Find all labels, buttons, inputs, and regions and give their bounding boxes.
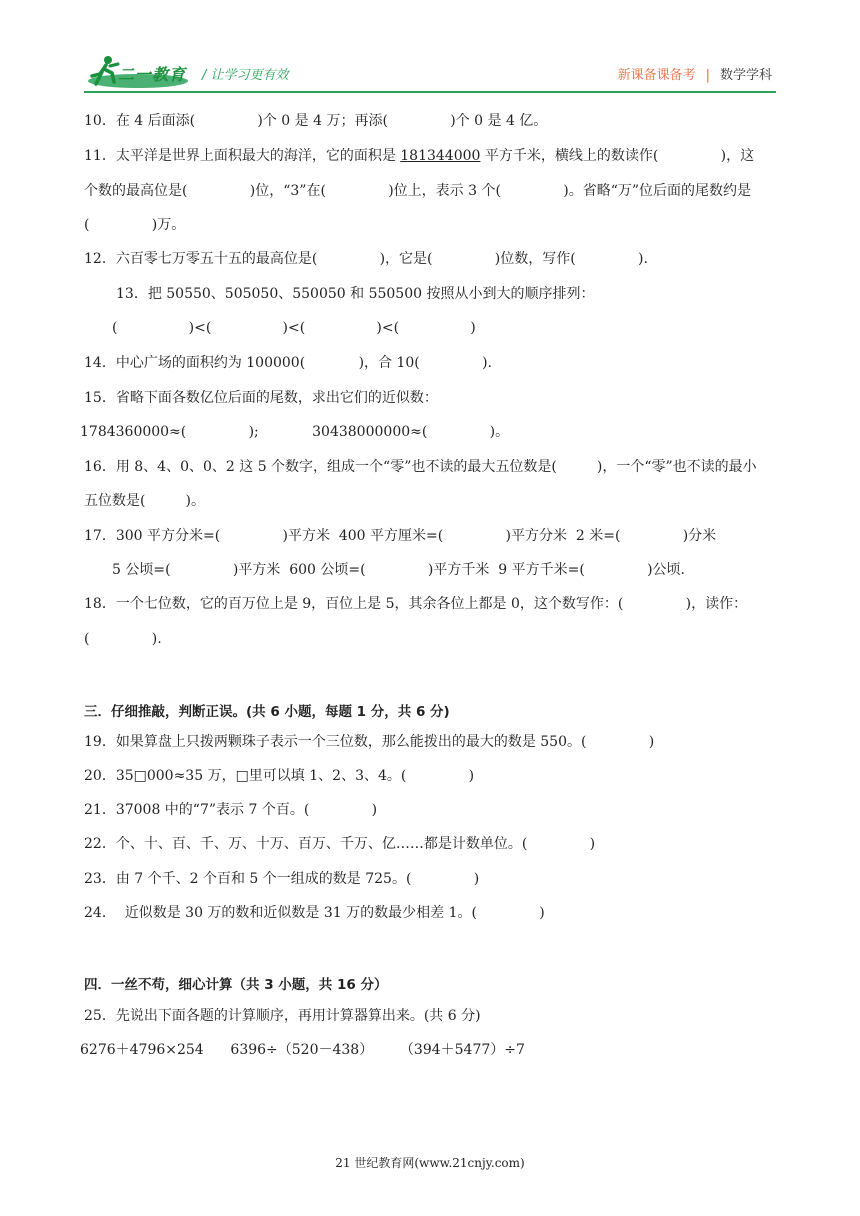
header-subject-label: 数学学科 <box>719 68 772 83</box>
question-22: 22．个、十、百、千、万、十万、百万、千万、亿……都是计数单位。( ) <box>84 836 596 852</box>
header-divider: | <box>705 68 710 83</box>
question-14: 14．中心广场的面积约为 100000( )，合 10( ). <box>84 355 492 371</box>
question-15-line-1: 15．省略下面各数亿位后面的尾数，求出它们的近似数： <box>84 390 438 406</box>
question-13-line-1: 13．把 50550、505050、550050 和 550500 按照从小到大的顺序排列： <box>116 286 595 302</box>
question-17-line-2: 5 公顷=( )平方米 600 公顷=( )平方千米 9 平方千米=( )公顷. <box>112 562 686 578</box>
question-11-line-2: 个数的最高位是( )位，“3”在( )位上，表示 3 个( )。省略“万”位后面的尾数约是 <box>84 183 752 199</box>
question-20: 20．35□000≈35 万，□里可以填 1、2、3、4。( ) <box>84 768 475 784</box>
question-24: 24． 近似数是 30 万的数和近似数是 31 万的数最少相差 1。( ) <box>84 905 545 921</box>
header-rule <box>84 91 776 93</box>
section-3-heading: 三．仔细推敲，判断正误。(共 6 小题，每题 1 分，共 6 分) <box>84 704 450 720</box>
question-11-line-3: ( )万。 <box>84 217 186 233</box>
question-10: 10．在 4 后面添( )个 0 是 4 万；再添( )个 0 是 4 亿。 <box>84 113 548 129</box>
logo-text: 二一教育 <box>118 65 187 84</box>
question-15-line-2: 1784360000≈( ); 30438000000≈( )。 <box>80 424 510 440</box>
page-footer: 21 世纪教育网(www.21cnjy.com) <box>335 1156 525 1170</box>
question-25-expressions: 6276＋4796×254 6396÷（520－438） （394＋5477）÷7 <box>80 1042 525 1058</box>
header-course: 新课备课备考 <box>617 68 696 83</box>
question-23: 23．由 7 个千、2 个百和 5 个一组成的数是 725。( ) <box>84 871 480 887</box>
page-header <box>0 0 860 100</box>
q11-text-post: 平方千米，横线上的数读作( )，这 <box>480 148 755 164</box>
question-18-line-1: 18．一个七位数，它的百万位上是 9，百位上是 5，其余各位上都是 0，这个数写作：( )，读作： <box>84 596 748 612</box>
question-13-line-2: ( )<( )<( )<( ) <box>112 320 476 336</box>
question-19: 19．如果算盘上只拨两颗珠子表示一个三位数，那么能拨出的最大的数是 550。( ) <box>84 734 655 750</box>
question-16-line-2: 五位数是( )。 <box>84 493 205 509</box>
question-16-line-1: 16．用 8、4、0、0、2 这 5 个数字，组成一个“零”也不读的最大五位数是( )，一个“零”也不读的最小 <box>84 459 757 475</box>
question-12: 12．六百零七万零五十五的最高位是( )，它是( )位数，写作( ). <box>84 251 648 267</box>
question-18-line-2: ( ). <box>84 631 162 647</box>
question-25: 25．先说出下面各题的计算顺序，再用计算器算出来。(共 6 分) <box>84 1008 481 1024</box>
section-4-heading: 四．一丝不苟，细心计算（共 3 小题，共 16 分） <box>84 977 388 993</box>
q11-text-pre: 11．太平洋是世界上面积最大的海洋，它的面积是 <box>84 148 401 164</box>
q11-underlined-number: 181344000 <box>400 148 481 164</box>
question-11-line-1 <box>84 146 754 166</box>
question-17-line-1: 17．300 平方分米=( )平方米 400 平方厘米=( )平方分米 2 米=( )分米 <box>84 528 717 544</box>
question-21: 21．37008 中的“7”表示 7 个百。( ) <box>84 802 378 818</box>
header-subject <box>618 64 772 83</box>
slogan: / 让学习更有效 <box>202 68 289 83</box>
